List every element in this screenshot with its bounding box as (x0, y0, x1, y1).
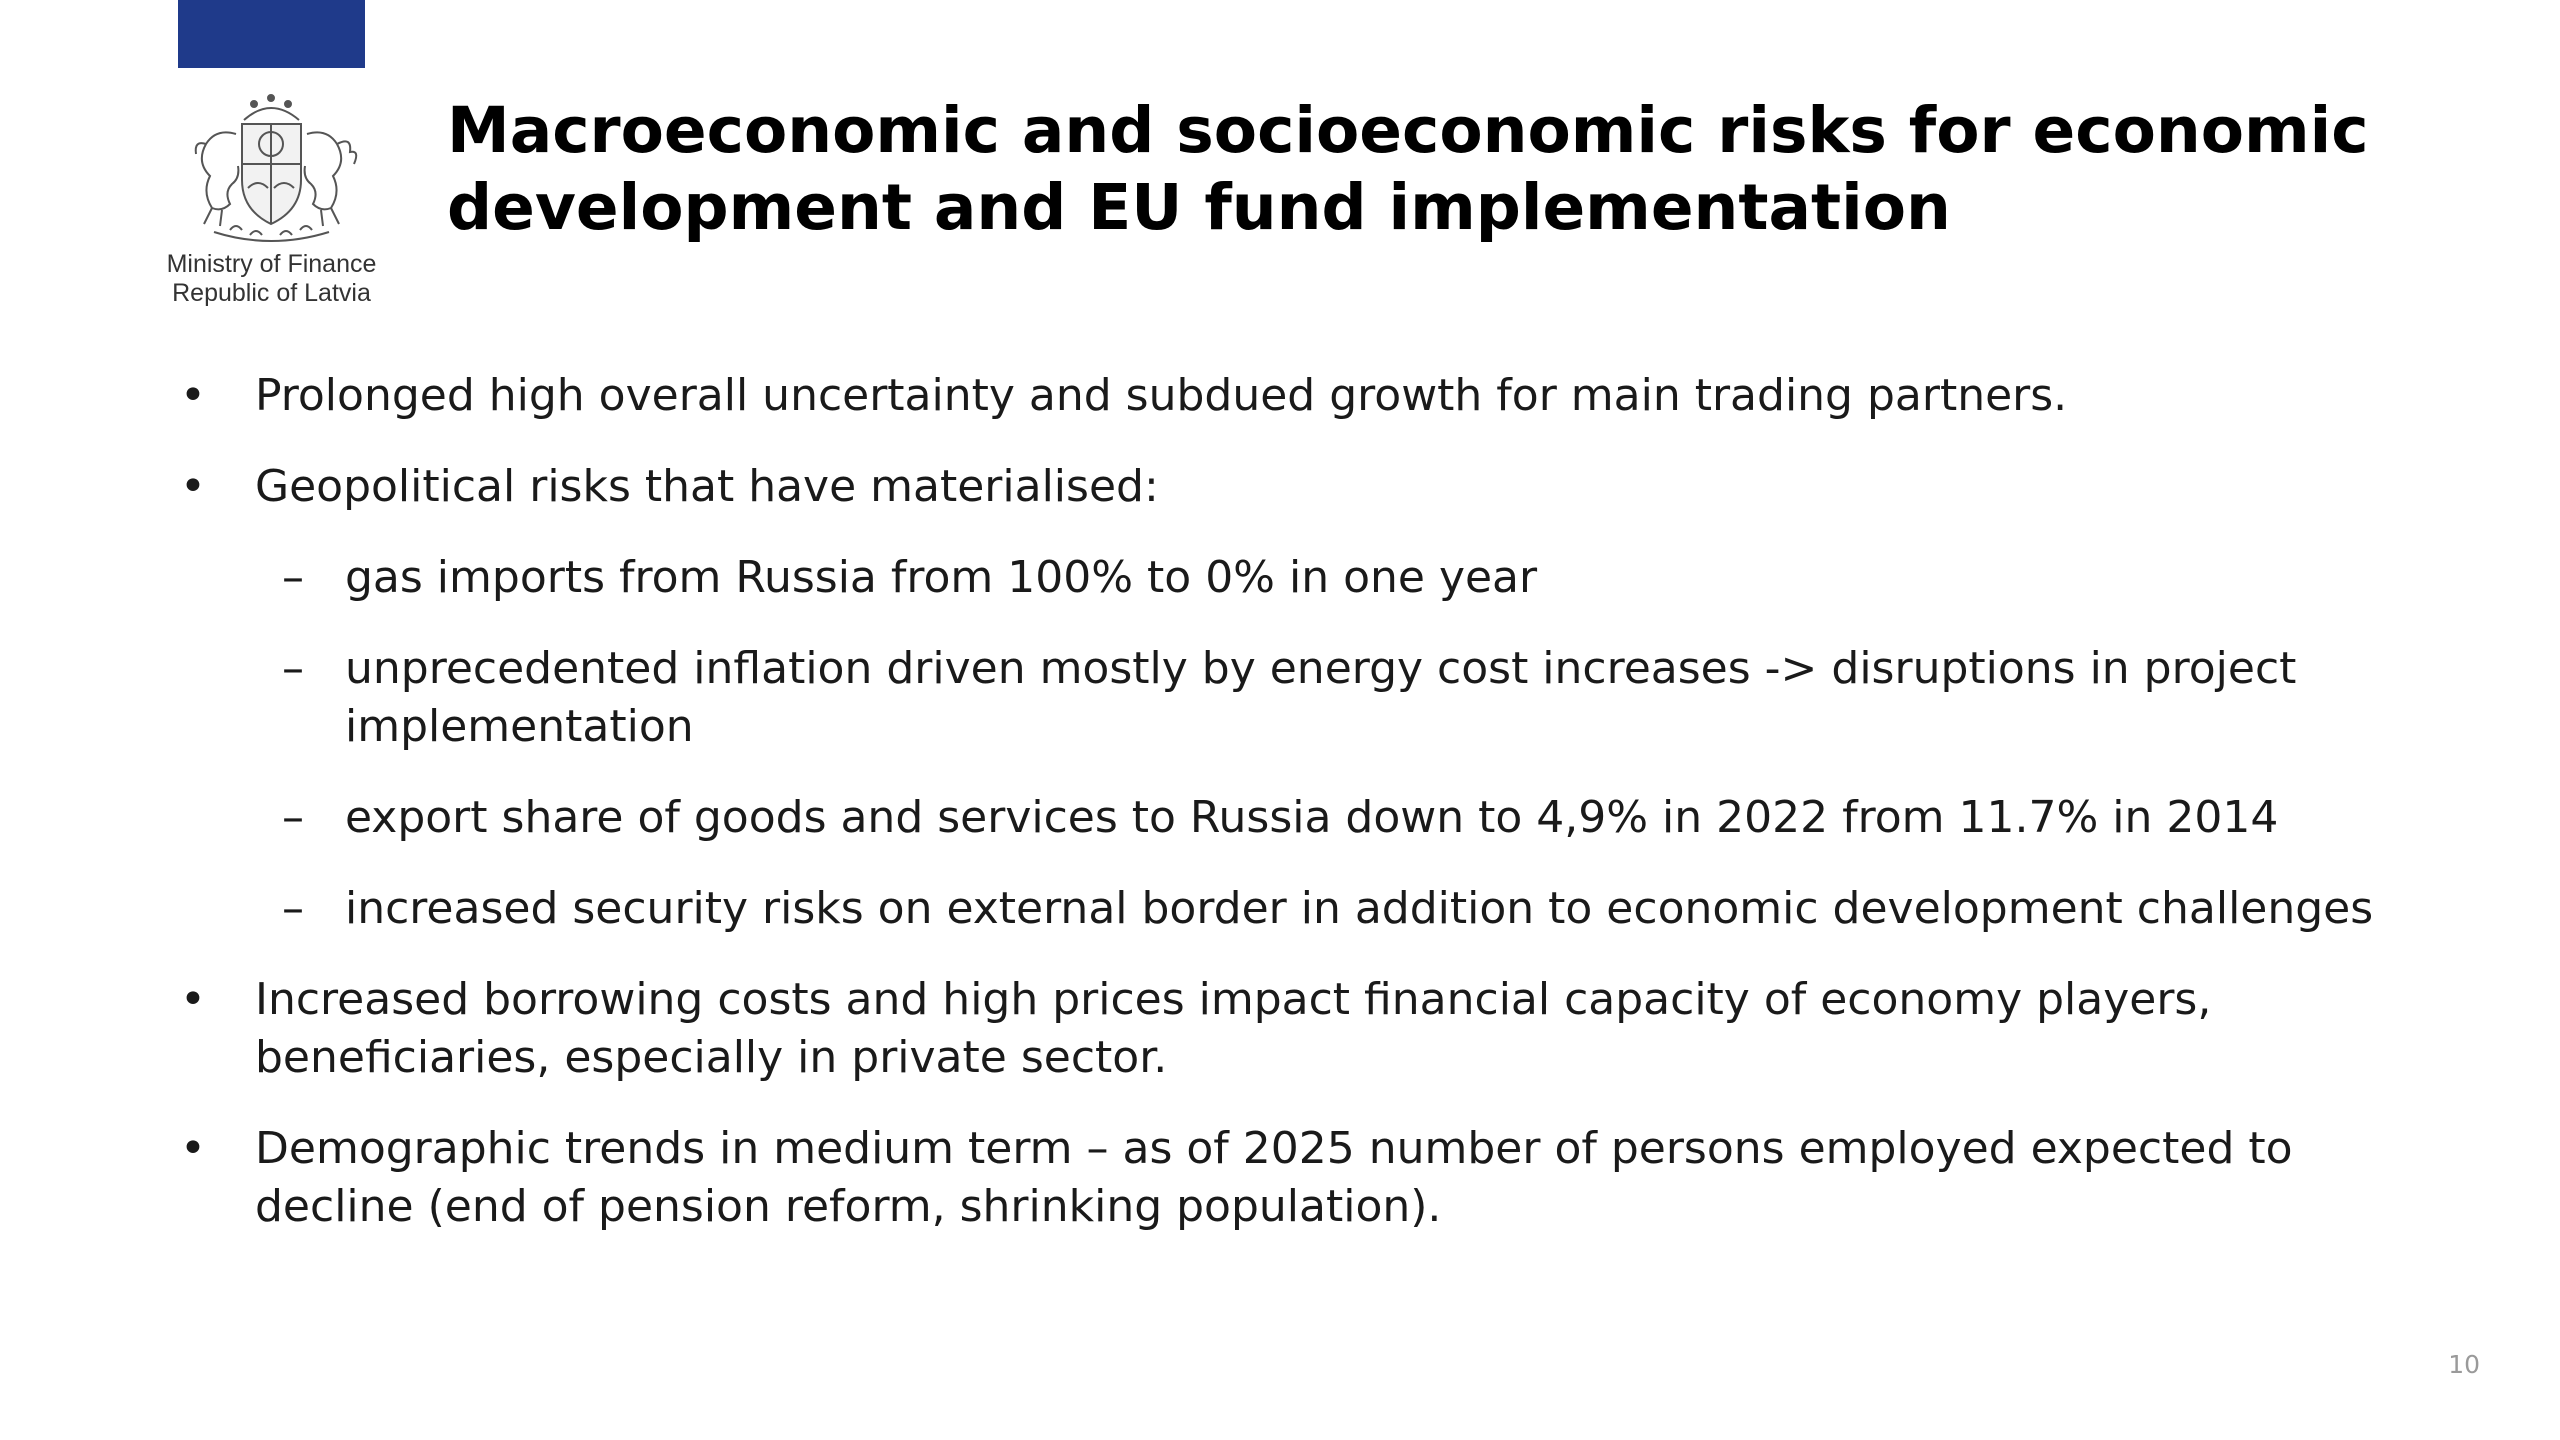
sub-bullet-marker: – (282, 552, 304, 603)
bullet-item-3 (255, 971, 2335, 1087)
bullet-marker: • (180, 370, 206, 421)
bullet-text: Demographic trends in medium term – as of 2025 number of persons employed expected to decline (end of pension reform, shrinking population). (255, 1123, 2293, 1232)
sub-bullet-item-2 (345, 640, 2425, 756)
sub-bullet-marker: – (282, 643, 304, 694)
bullet-text: Increased borrowing costs and high prices impact financial capacity of economy players, beneficiaries, especially in private sector. (255, 974, 2212, 1083)
sub-bullet-marker: – (282, 883, 304, 934)
bullet-item-1 (255, 367, 2455, 425)
sub-bullet-item-4 (345, 880, 2545, 938)
ministry-name-line2: Republic of Latvia (172, 279, 371, 307)
sub-bullet-marker: – (282, 792, 304, 843)
bullet-marker: • (180, 974, 206, 1025)
sub-bullet-text: unprecedented inflation driven mostly by energy cost increases -> disruptions in project implementation (345, 643, 2297, 752)
bullet-text: Geopolitical risks that have materialised: (255, 461, 1159, 512)
sub-bullet-item-3 (345, 789, 2505, 847)
page-number: 10 (2448, 1350, 2480, 1379)
ministry-name-line1: Ministry of Finance (166, 250, 377, 278)
slide-title: Macroeconomic and socioeconomic risks for economic development and EU fund implementation (447, 94, 2369, 244)
sub-bullet-item-1 (345, 549, 2465, 607)
sub-bullet-text: gas imports from Russia from 100% to 0% in one year (345, 552, 1538, 603)
bullet-marker: • (180, 461, 206, 512)
sub-bullet-text: export share of goods and services to Russia down to 4,9% in 2022 from 11.7% in 2014 (345, 792, 2279, 843)
bullet-marker: • (180, 1123, 206, 1174)
bullet-text: Prolonged high overall uncertainty and subdued growth for main trading partners. (255, 370, 2068, 421)
bullet-item-2 (255, 458, 2455, 516)
sub-bullet-text: increased security risks on external border in addition to economic development challenges (345, 883, 2374, 934)
bullet-item-4 (255, 1120, 2415, 1236)
